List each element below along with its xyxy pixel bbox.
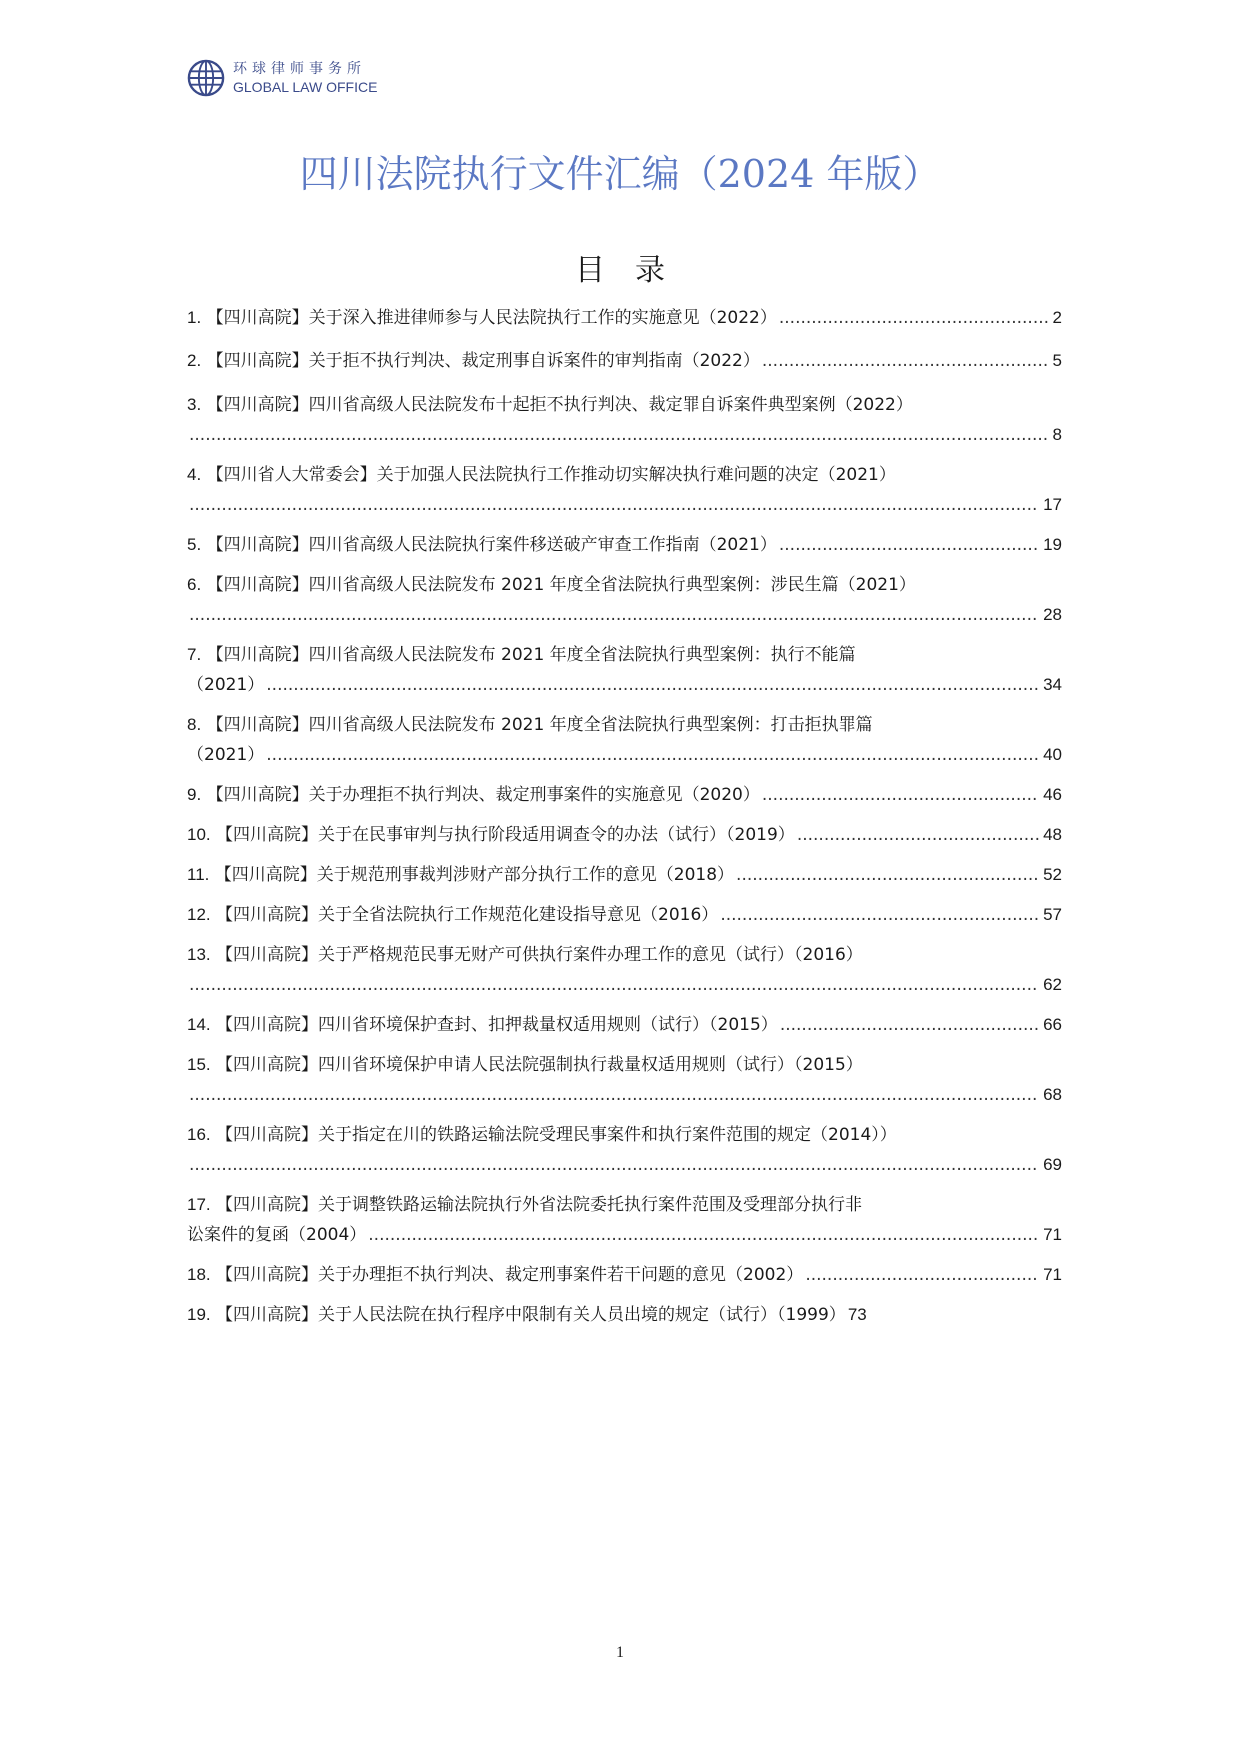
toc-leader-dots bbox=[780, 1010, 1039, 1040]
toc-entry-page: 66 bbox=[1043, 1015, 1062, 1034]
toc-entry-page: 46 bbox=[1043, 785, 1062, 804]
toc-entry-text: 【四川省人大常委会】关于加强人民法院执行工作推动切实解决执行难问题的决定（2021） bbox=[206, 465, 896, 485]
toc-entry-number: 3. bbox=[187, 395, 202, 414]
toc-entry-number: 8. bbox=[187, 715, 202, 734]
toc-entry-text: 【四川高院】四川省环境保护查封、扣押裁量权适用规则（试行）（2015） bbox=[216, 1015, 778, 1035]
toc-entry-title bbox=[187, 1260, 803, 1290]
toc-entry[interactable] bbox=[187, 346, 1062, 376]
toc-entry-number: 10. bbox=[187, 825, 211, 844]
toc-entry-continuation: 讼案件的复函（2004） bbox=[187, 1225, 367, 1245]
toc-entry[interactable] bbox=[187, 390, 1062, 450]
table-of-contents bbox=[187, 303, 1062, 1340]
toc-leader-dots bbox=[368, 1220, 1039, 1250]
toc-entry-number: 4. bbox=[187, 465, 202, 484]
toc-entry-text: 【四川高院】四川省高级人民法院发布 2021 年度全省法院执行典型案例：执行不能篇 bbox=[206, 645, 856, 665]
toc-leader-dots bbox=[797, 820, 1039, 850]
toc-entry-title bbox=[187, 303, 777, 333]
toc-leader-dots bbox=[189, 420, 1049, 450]
toc-entry-page: 19 bbox=[1043, 535, 1062, 554]
toc-leader-dots bbox=[805, 1260, 1039, 1290]
toc-entry[interactable] bbox=[187, 1260, 1062, 1290]
toc-entry-title bbox=[187, 1050, 863, 1080]
toc-entry-text: 【四川高院】关于办理拒不执行判决、裁定刑事案件的实施意见（2020） bbox=[206, 785, 760, 805]
toc-entry-number: 5. bbox=[187, 535, 202, 554]
page-number: 1 bbox=[616, 1644, 624, 1661]
toc-entry-text: 【四川高院】关于指定在川的铁路运输法院受理民事案件和执行案件范围的规定（2014）） bbox=[216, 1125, 897, 1145]
toc-leader-dots bbox=[266, 670, 1039, 700]
toc-entry[interactable] bbox=[187, 820, 1062, 850]
toc-entry-number: 14. bbox=[187, 1015, 211, 1034]
toc-leader-dots bbox=[189, 490, 1039, 520]
logo-english-name: GLOBAL LAW OFFICE bbox=[233, 79, 378, 95]
toc-entry-title bbox=[187, 1190, 862, 1220]
logo-chinese-name: 环球律师事务所 bbox=[233, 61, 366, 77]
toc-entry-page: 62 bbox=[1043, 975, 1062, 994]
toc-entry-page: 2 bbox=[1052, 308, 1062, 327]
toc-entry-page: 71 bbox=[1043, 1265, 1062, 1284]
toc-entry-title bbox=[187, 820, 795, 850]
toc-entry-title bbox=[187, 710, 873, 740]
toc-leader-dots bbox=[779, 530, 1039, 560]
law-firm-logo bbox=[187, 57, 377, 99]
toc-entry-text: 【四川高院】四川省环境保护申请人民法院强制执行裁量权适用规则（试行）（2015） bbox=[216, 1055, 863, 1075]
toc-leader-dots bbox=[189, 1080, 1039, 1110]
toc-entry-text: 【四川高院】四川省高级人民法院发布 2021 年度全省法院执行典型案例：涉民生篇（2021） bbox=[206, 575, 916, 595]
toc-entry-text: 【四川高院】关于严格规范民事无财产可供执行案件办理工作的意见（试行）（2016） bbox=[216, 945, 863, 965]
toc-entry-text: 【四川高院】关于调整铁路运输法院执行外省法院委托执行案件范围及受理部分执行非 bbox=[216, 1195, 863, 1215]
toc-entry-page: 52 bbox=[1043, 865, 1062, 884]
toc-entry-title bbox=[187, 530, 777, 560]
toc-entry[interactable] bbox=[187, 1010, 1062, 1040]
toc-entry-page: 68 bbox=[1043, 1085, 1062, 1104]
toc-entry-title bbox=[187, 346, 760, 376]
toc-entry-title bbox=[187, 1300, 846, 1330]
toc-leader-dots bbox=[189, 970, 1039, 1000]
toc-entry-number: 16. bbox=[187, 1125, 211, 1144]
toc-entry[interactable] bbox=[187, 1300, 1062, 1330]
toc-entry-page: 28 bbox=[1043, 605, 1062, 624]
toc-entry[interactable] bbox=[187, 1190, 1062, 1250]
toc-entry-text: 【四川高院】关于人民法院在执行程序中限制有关人员出境的规定（试行）（1999） bbox=[216, 1305, 846, 1325]
toc-entry-continuation: （2021） bbox=[187, 675, 265, 695]
toc-entry-page: 73 bbox=[847, 1305, 867, 1324]
toc-leader-dots bbox=[189, 600, 1039, 630]
toc-leader-dots bbox=[762, 346, 1049, 376]
toc-leader-dots bbox=[779, 303, 1049, 333]
document-title: 四川法院执行文件汇编（2024 年版） bbox=[299, 152, 941, 196]
toc-entry-number: 19. bbox=[187, 1305, 211, 1324]
toc-entry-text: 【四川高院】四川省高级人民法院执行案件移送破产审查工作指南（2021） bbox=[206, 535, 777, 555]
toc-heading: 目 录 bbox=[575, 253, 665, 288]
toc-entry-number: 18. bbox=[187, 1265, 211, 1284]
toc-entry[interactable] bbox=[187, 530, 1062, 560]
toc-entry-number: 15. bbox=[187, 1055, 211, 1074]
globe-icon bbox=[187, 59, 225, 97]
toc-entry-number: 13. bbox=[187, 945, 211, 964]
toc-entry-page: 40 bbox=[1043, 745, 1062, 764]
toc-entry-number: 2. bbox=[187, 351, 202, 370]
toc-entry-title bbox=[187, 390, 913, 420]
toc-entry[interactable] bbox=[187, 460, 1062, 520]
toc-entry-continuation: （2021） bbox=[187, 745, 265, 765]
toc-entry-title bbox=[187, 940, 863, 970]
toc-entry-page: 71 bbox=[1043, 1225, 1062, 1244]
toc-entry-text: 【四川高院】关于办理拒不执行判决、裁定刑事案件若干问题的意见（2002） bbox=[216, 1265, 804, 1285]
toc-entry-number: 9. bbox=[187, 785, 202, 804]
toc-entry-page: 17 bbox=[1043, 495, 1062, 514]
toc-entry[interactable] bbox=[187, 1120, 1062, 1180]
toc-entry-text: 【四川高院】四川省高级人民法院发布 2021 年度全省法院执行典型案例：打击拒执罪篇 bbox=[206, 715, 873, 735]
toc-leader-dots bbox=[736, 860, 1039, 890]
toc-entry[interactable] bbox=[187, 780, 1062, 810]
toc-leader-dots bbox=[266, 740, 1039, 770]
toc-entry[interactable] bbox=[187, 860, 1062, 890]
toc-entry[interactable] bbox=[187, 710, 1062, 770]
toc-entry-title bbox=[187, 1010, 778, 1040]
toc-entry-page: 8 bbox=[1052, 425, 1062, 444]
toc-entry-title bbox=[187, 860, 734, 890]
toc-entry[interactable] bbox=[187, 303, 1062, 333]
toc-entry-page: 48 bbox=[1043, 825, 1062, 844]
toc-entry-number: 12. bbox=[187, 905, 211, 924]
toc-entry-page: 5 bbox=[1052, 351, 1062, 370]
toc-entry-text: 【四川高院】关于拒不执行判决、裁定刑事自诉案件的审判指南（2022） bbox=[206, 351, 760, 371]
toc-leader-dots bbox=[720, 900, 1039, 930]
toc-entry-text: 【四川高院】关于全省法院执行工作规范化建设指导意见（2016） bbox=[216, 905, 719, 925]
toc-entry-text: 【四川高院】关于在民事审判与执行阶段适用调查令的办法（试行）（2019） bbox=[216, 825, 795, 845]
toc-leader-dots bbox=[189, 1150, 1039, 1180]
toc-entry-text: 【四川高院】关于规范刑事裁判涉财产部分执行工作的意见（2018） bbox=[214, 865, 735, 885]
toc-entry-page: 69 bbox=[1043, 1155, 1062, 1174]
toc-entry[interactable] bbox=[187, 1050, 1062, 1110]
toc-entry[interactable] bbox=[187, 900, 1062, 930]
toc-entry-title bbox=[187, 460, 896, 490]
toc-leader-dots bbox=[762, 780, 1039, 810]
toc-entry-page: 57 bbox=[1043, 905, 1062, 924]
toc-entry-text: 【四川高院】关于深入推进律师参与人民法院执行工作的实施意见（2022） bbox=[206, 308, 777, 328]
toc-entry-number: 6. bbox=[187, 575, 202, 594]
toc-entry-number: 17. bbox=[187, 1195, 211, 1214]
toc-entry-number: 1. bbox=[187, 308, 202, 327]
toc-entry-title bbox=[187, 640, 856, 670]
toc-entry[interactable] bbox=[187, 640, 1062, 700]
toc-entry-title bbox=[187, 900, 718, 930]
toc-entry-title bbox=[187, 570, 916, 600]
toc-entry-title bbox=[187, 1120, 897, 1150]
toc-entry[interactable] bbox=[187, 570, 1062, 630]
toc-entry-number: 7. bbox=[187, 645, 202, 664]
toc-entry-number: 11. bbox=[187, 865, 210, 884]
toc-entry[interactable] bbox=[187, 940, 1062, 1000]
toc-entry-title bbox=[187, 780, 760, 810]
toc-entry-page: 34 bbox=[1043, 675, 1062, 694]
toc-entry-text: 【四川高院】四川省高级人民法院发布十起拒不执行判决、裁定罪自诉案件典型案例（2022） bbox=[206, 395, 913, 415]
